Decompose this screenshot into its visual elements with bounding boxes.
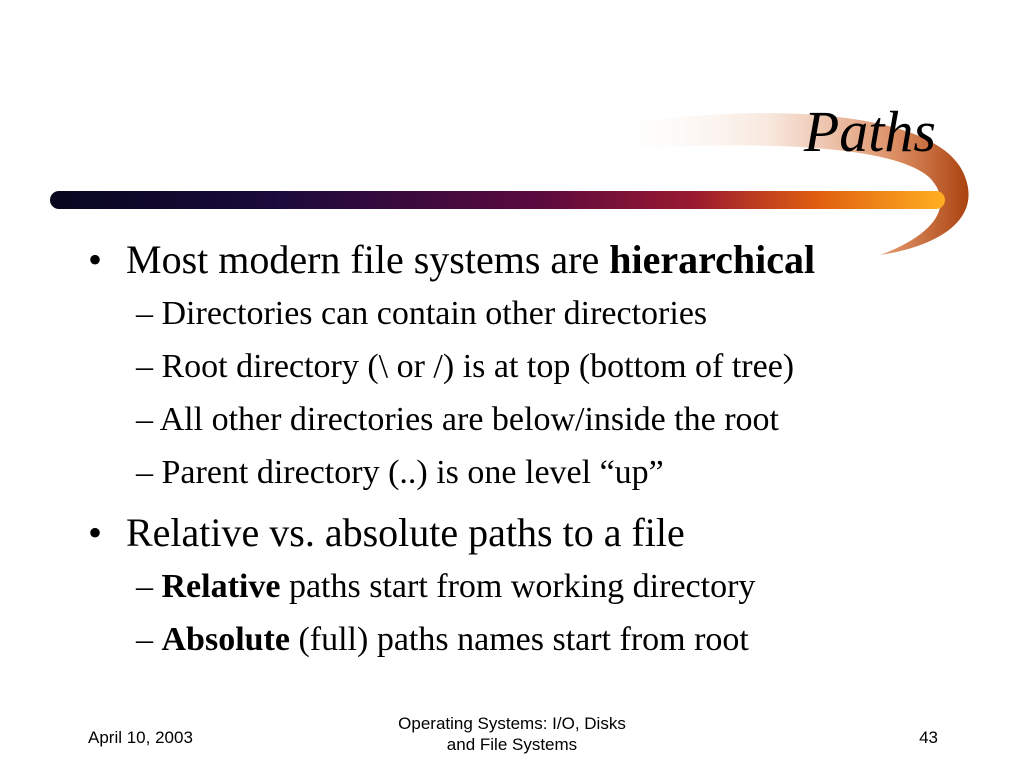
bullet-item: • Relative vs. absolute paths to a file [88,510,685,555]
sub-bullet-item: – Absolute (full) paths names start from root [136,621,749,658]
sub-bullet-item: – Parent directory (..) is one level “up” [136,454,664,491]
slide-body [88,236,988,660]
bullet-dot-icon: • [88,237,103,282]
gradient-bar [50,191,945,209]
sub-bullet-item: – Root directory (\ or /) is at top (bottom of tree) [136,348,795,385]
bullet-item: • Most modern file systems are hierarchical [88,237,816,282]
page-number: 43 [919,728,938,747]
bullet-dot-icon: • [88,510,103,555]
slide-title: Paths [803,99,936,164]
sub-bullet-item: – Relative paths start from working directory [136,568,756,605]
footer-date: April 10, 2003 [88,728,193,747]
footer-title: Operating Systems: I/O, Disks and File Systems [398,714,626,754]
sub-bullet-item: – All other directories are below/inside the root [136,401,779,438]
sub-bullet-item: – Directories can contain other directories [136,295,708,332]
